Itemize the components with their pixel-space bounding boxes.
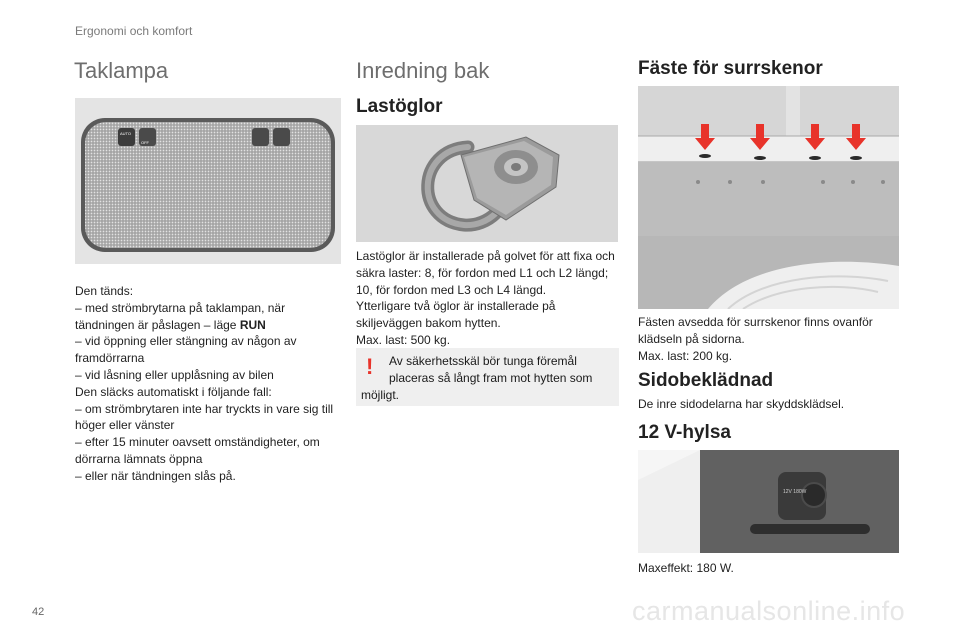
run-label: RUN [239, 317, 266, 332]
text-line: Lastöglor är installerade på golvet för att fixa och [356, 249, 615, 263]
text-line: framdörrarna [75, 351, 145, 366]
text-line: Fästen avsedda för surrskenor finns ovanför [638, 315, 873, 329]
text-line: Den tänds: [75, 284, 134, 298]
text-line: 10, för fordon med L3 och L4 längd. [356, 282, 547, 297]
warning-box [356, 348, 619, 406]
section-title-taklampa: Taklampa [74, 58, 169, 83]
socket-image [638, 450, 899, 553]
section-title-12v: 12 V-hylsa [638, 422, 731, 443]
warning-text [361, 353, 611, 403]
warning-line: placeras så långt fram mot hytten som [389, 370, 593, 385]
watermark: carmanualsonline.info [632, 596, 906, 626]
lamp-auto-label: AUTO [120, 131, 132, 136]
lashing-rail-image [638, 86, 899, 309]
text-line: Max. last: 200 kg. [638, 348, 733, 363]
taklampa-body [75, 283, 350, 485]
section-title-inredning-bak: Inredning bak [356, 58, 490, 83]
sidobekladnad-body: De inre sidodelarna har skyddsklädsel. [638, 397, 845, 411]
warning-line: möjligt. [361, 387, 400, 402]
faste-body [638, 314, 906, 364]
text-line: höger eller vänster [75, 418, 175, 433]
lamp-off-label: OFF [141, 140, 149, 145]
text-line: Ytterligare två öglor är installerade på [356, 299, 556, 314]
text-line: – efter 15 minuter oavsett omständigheter, om [75, 435, 320, 450]
socket-body: Maxeffekt: 180 W. [638, 561, 734, 575]
socket-label: 12V 180W [783, 489, 807, 495]
warning-line: Av säkerhetsskäl bör tunga föremål [389, 354, 577, 368]
text-line: – om strömbrytaren inte har tryckts in vare sig till [75, 401, 334, 416]
text-line: – vid låsning eller upplåsning av bilen [75, 367, 274, 382]
ceiling-lamp-image [75, 98, 341, 264]
text-line: Max. last: 500 kg. [356, 332, 451, 347]
text-line: Den släcks automatiskt i följande fall: [75, 384, 272, 399]
tie-down-ring-image [356, 125, 618, 242]
lastoglor-body [356, 248, 624, 349]
socket-illustration [638, 450, 899, 553]
lashing-rail-illustration [638, 86, 899, 309]
text-line: säkra laster: 8, för fordon med L1 och L2 längd; [356, 265, 609, 280]
text-line [75, 317, 350, 334]
text-line-run: tändningen är påslagen – läge [75, 317, 240, 332]
ceiling-lamp-illustration [75, 98, 341, 264]
running-header: Ergonomi och komfort [75, 24, 193, 38]
tie-down-ring-illustration [356, 125, 618, 242]
text-line: – vid öppning eller stängning av någon av [75, 334, 297, 349]
section-title-sidobekladnad: Sidobeklädnad [638, 370, 774, 391]
text-line: skiljeväggen bakom hytten. [356, 316, 501, 331]
page-number: 42 [32, 606, 45, 618]
subtitle-lastoglor: Lastöglor [356, 96, 443, 117]
text-line: – eller när tändningen slås på. [75, 468, 236, 483]
text-line: klädseln på sidorna. [638, 331, 745, 346]
text-line: – med strömbrytarna på taklampan, när [75, 300, 286, 315]
section-title-faste: Fäste för surrskenor [638, 58, 823, 79]
text-line: dörrarna lämnats öppna [75, 451, 203, 466]
warning-icon: ! [366, 354, 374, 379]
